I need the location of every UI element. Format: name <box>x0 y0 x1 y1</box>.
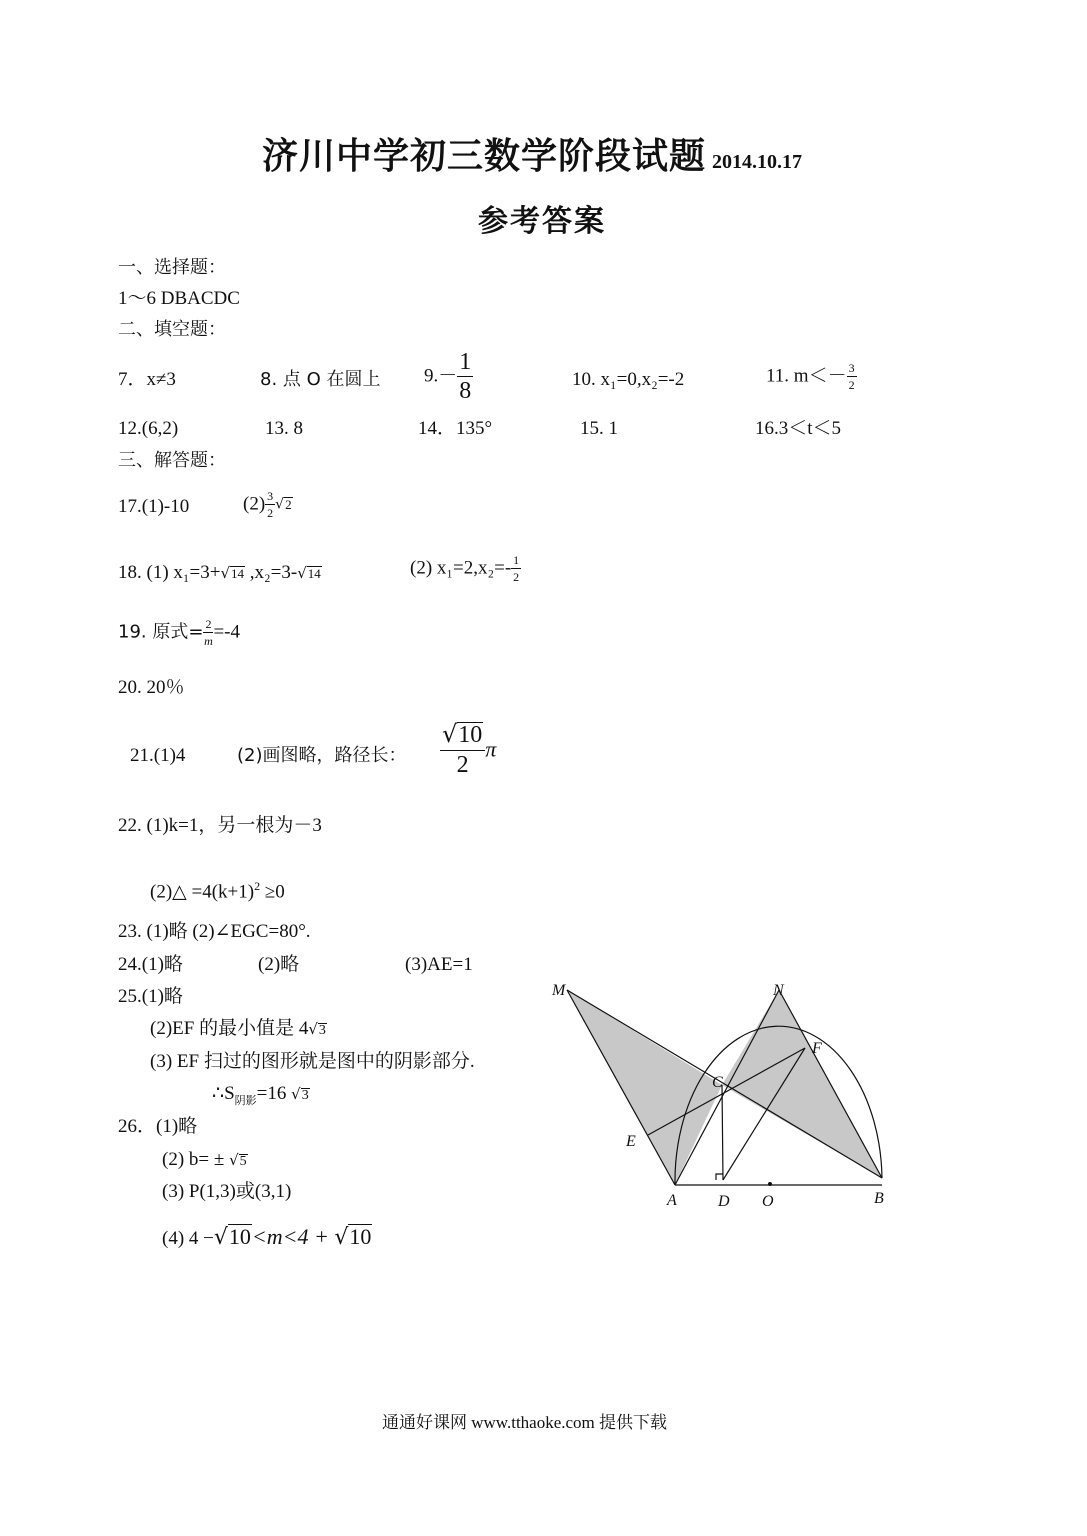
answer-25-1: 25.(1)略 <box>118 986 183 1007</box>
label-C: C <box>712 1074 723 1091</box>
answer-18-1-a: 18. (1) x₁=3+ <box>118 562 221 583</box>
footer-site: 通通好课网 <box>382 1413 467 1433</box>
answer-19-fraction <box>203 618 213 647</box>
answer-20: 20. 20％ <box>118 677 185 698</box>
answer-19-den: m <box>204 634 213 648</box>
point-O-dot <box>768 1182 772 1186</box>
answer-17-2-prefix: (2) <box>243 493 266 515</box>
answer-19 <box>118 618 240 647</box>
answer-26-4-b: <m<4 + <box>251 1224 335 1249</box>
answer-26-3: (3) P(1,3)或(3,1) <box>162 1181 292 1202</box>
sqrt-icon: √ <box>334 1225 349 1250</box>
answer-24-3: (3)AE=1 <box>405 954 473 975</box>
line-MB <box>567 990 882 1178</box>
answer-25-2-prefix: (2)EF 的最小值是 4 <box>150 1018 309 1039</box>
right-angle-mark <box>716 1174 723 1180</box>
sqrt-icon: √ <box>275 496 285 513</box>
label-D: D <box>718 1193 730 1210</box>
footer-url[interactable]: www.tthaoke.com <box>471 1413 595 1432</box>
answer-10: 10. x₁=0,x₂=-2 <box>572 369 685 390</box>
answer-11-fraction <box>847 362 857 391</box>
answer-18-2-den: 2 <box>513 570 520 584</box>
answer-25-4-rad: 3 <box>301 1088 309 1103</box>
label-O: O <box>762 1193 774 1210</box>
answer-18-1-rad1: 14 <box>231 566 245 581</box>
section-solve: 三、解答题： <box>118 450 226 471</box>
answer-17-2-radicand: 2 <box>285 497 292 513</box>
answer-21-den: 2 <box>456 752 469 779</box>
geometry-figure <box>540 970 910 1215</box>
answer-21-rad: 10 <box>458 722 483 748</box>
answer-24-1: 24.(1)略 <box>118 954 183 975</box>
answer-22-2-suffix: ≥0 <box>260 881 285 903</box>
label-F: F <box>812 1040 822 1057</box>
answer-22-2 <box>150 874 285 904</box>
title-text: 济川中学初三数学阶段试题 <box>262 136 707 177</box>
section-choice: 一、选择题： <box>118 257 226 278</box>
sqrt-icon: √ <box>297 564 307 582</box>
answer-15: 15. 1 <box>580 418 618 439</box>
sqrt-icon: √ <box>308 1020 318 1038</box>
answer-26-4-rad2: 10 <box>349 1224 372 1249</box>
answer-25-2-rad: 3 <box>318 1023 326 1038</box>
shaded-triangle-left <box>567 990 722 1185</box>
answer-25-4 <box>212 1082 310 1113</box>
answer-18-1-b: ,x₂=3- <box>245 562 298 583</box>
answer-11-prefix: 11. m＜－ <box>766 365 847 387</box>
answer-19-suffix: =-4 <box>213 621 240 643</box>
answer-17-2-den: 2 <box>267 506 274 520</box>
answer-18-2-fraction <box>511 554 521 583</box>
answer-26-2-prefix: (2) b= ± <box>162 1149 230 1170</box>
answer-11 <box>766 362 857 391</box>
answer-9 <box>424 350 473 403</box>
title-date: 2014.10.17 <box>712 151 803 173</box>
answer-21-fraction <box>440 722 496 777</box>
answer-9-den: 8 <box>459 378 472 404</box>
answer-17-2-fraction <box>265 490 275 519</box>
answer-19-num: 2 <box>205 617 212 631</box>
answer-22-2-text: (2)△ =4(k+1) <box>150 881 255 903</box>
page-subtitle: 参考答案 <box>478 204 606 239</box>
label-M: M <box>552 982 566 999</box>
line-CD <box>722 1085 723 1180</box>
answer-9-num: 1 <box>459 349 472 375</box>
answer-24-2: (2)略 <box>258 954 300 975</box>
label-A: A <box>667 1192 677 1209</box>
answer-16: 16.3＜t＜5 <box>755 418 842 439</box>
answer-25-3: (3) EF 扫过的图形就是图中的阴影部分. <box>150 1051 475 1072</box>
answer-8 <box>260 368 381 392</box>
answer-22-2-exp: 2 <box>254 879 261 893</box>
answer-7: 7．x≠3 <box>118 369 176 390</box>
answer-17-1: 17.(1)-10 <box>118 496 190 517</box>
answer-9-fraction <box>457 350 473 403</box>
label-E: E <box>626 1133 636 1150</box>
section-fill: 二、填空题： <box>118 319 226 340</box>
answer-18-2-prefix: (2) x₁=2,x₂=- <box>410 557 512 579</box>
answer-26-4-a: (4) 4 − <box>162 1228 214 1249</box>
label-B: B <box>874 1190 884 1207</box>
label-N: N <box>773 982 784 999</box>
answer-19-prefix: 19. 原式= <box>118 621 204 643</box>
answer-18-2-num: 1 <box>513 553 520 567</box>
answer-21-frac <box>440 722 485 777</box>
answer-18-1-rad2: 14 <box>307 566 321 581</box>
answer-25-4-sub: 阴影 <box>234 1093 257 1107</box>
answer-26-4 <box>162 1224 372 1250</box>
answer-21-2 <box>237 744 407 768</box>
shaded-triangle-right <box>722 990 882 1178</box>
answer-25-4-mid: =16 <box>256 1083 292 1104</box>
answer-21-pi: π <box>485 736 497 762</box>
answer-1-6: 1～6 DBACDC <box>118 288 240 309</box>
answer-11-num: 3 <box>848 361 855 375</box>
answer-17-2-num: 3 <box>267 489 274 503</box>
answer-22-1: 22. (1)k=1，另一根为－3 <box>118 815 322 836</box>
answer-13: 13. 8 <box>265 418 303 439</box>
answer-25-4-prefix: ∴S <box>212 1083 235 1104</box>
sqrt-icon: √ <box>213 1225 228 1250</box>
answer-18-1 <box>118 561 322 585</box>
answer-23: 23. (1)略 (2)∠EGC=80°. <box>118 921 311 942</box>
answer-25-2 <box>150 1017 327 1041</box>
answer-21-1: 21.(1)4 <box>130 745 186 766</box>
answer-21-2-text: (2)画图略，路径长： <box>237 745 407 766</box>
answer-26-2-rad: 5 <box>239 1154 247 1169</box>
answer-9-prefix: 9.－ <box>424 365 458 387</box>
answer-11-den: 2 <box>848 378 855 392</box>
sqrt-icon: √ <box>220 564 231 582</box>
answer-8-text: 8. 点 O 在圆上 <box>260 369 381 390</box>
answer-26-2 <box>162 1148 248 1172</box>
sqrt-icon: √ <box>291 1085 301 1103</box>
answer-17-2 <box>243 490 293 519</box>
answer-26-head: 26．(1)略 <box>118 1116 198 1137</box>
footer <box>382 1408 667 1433</box>
footer-tail: 提供下载 <box>599 1413 668 1433</box>
answer-21-num <box>440 722 485 751</box>
sqrt-icon: √ <box>229 1151 239 1169</box>
page-title <box>262 128 802 179</box>
answer-26-4-rad1: 10 <box>228 1224 251 1249</box>
sqrt-icon: √ <box>442 720 458 748</box>
answer-14: 14．135° <box>418 418 493 439</box>
answer-18-2 <box>410 554 521 583</box>
answer-12: 12.(6,2) <box>118 418 179 439</box>
